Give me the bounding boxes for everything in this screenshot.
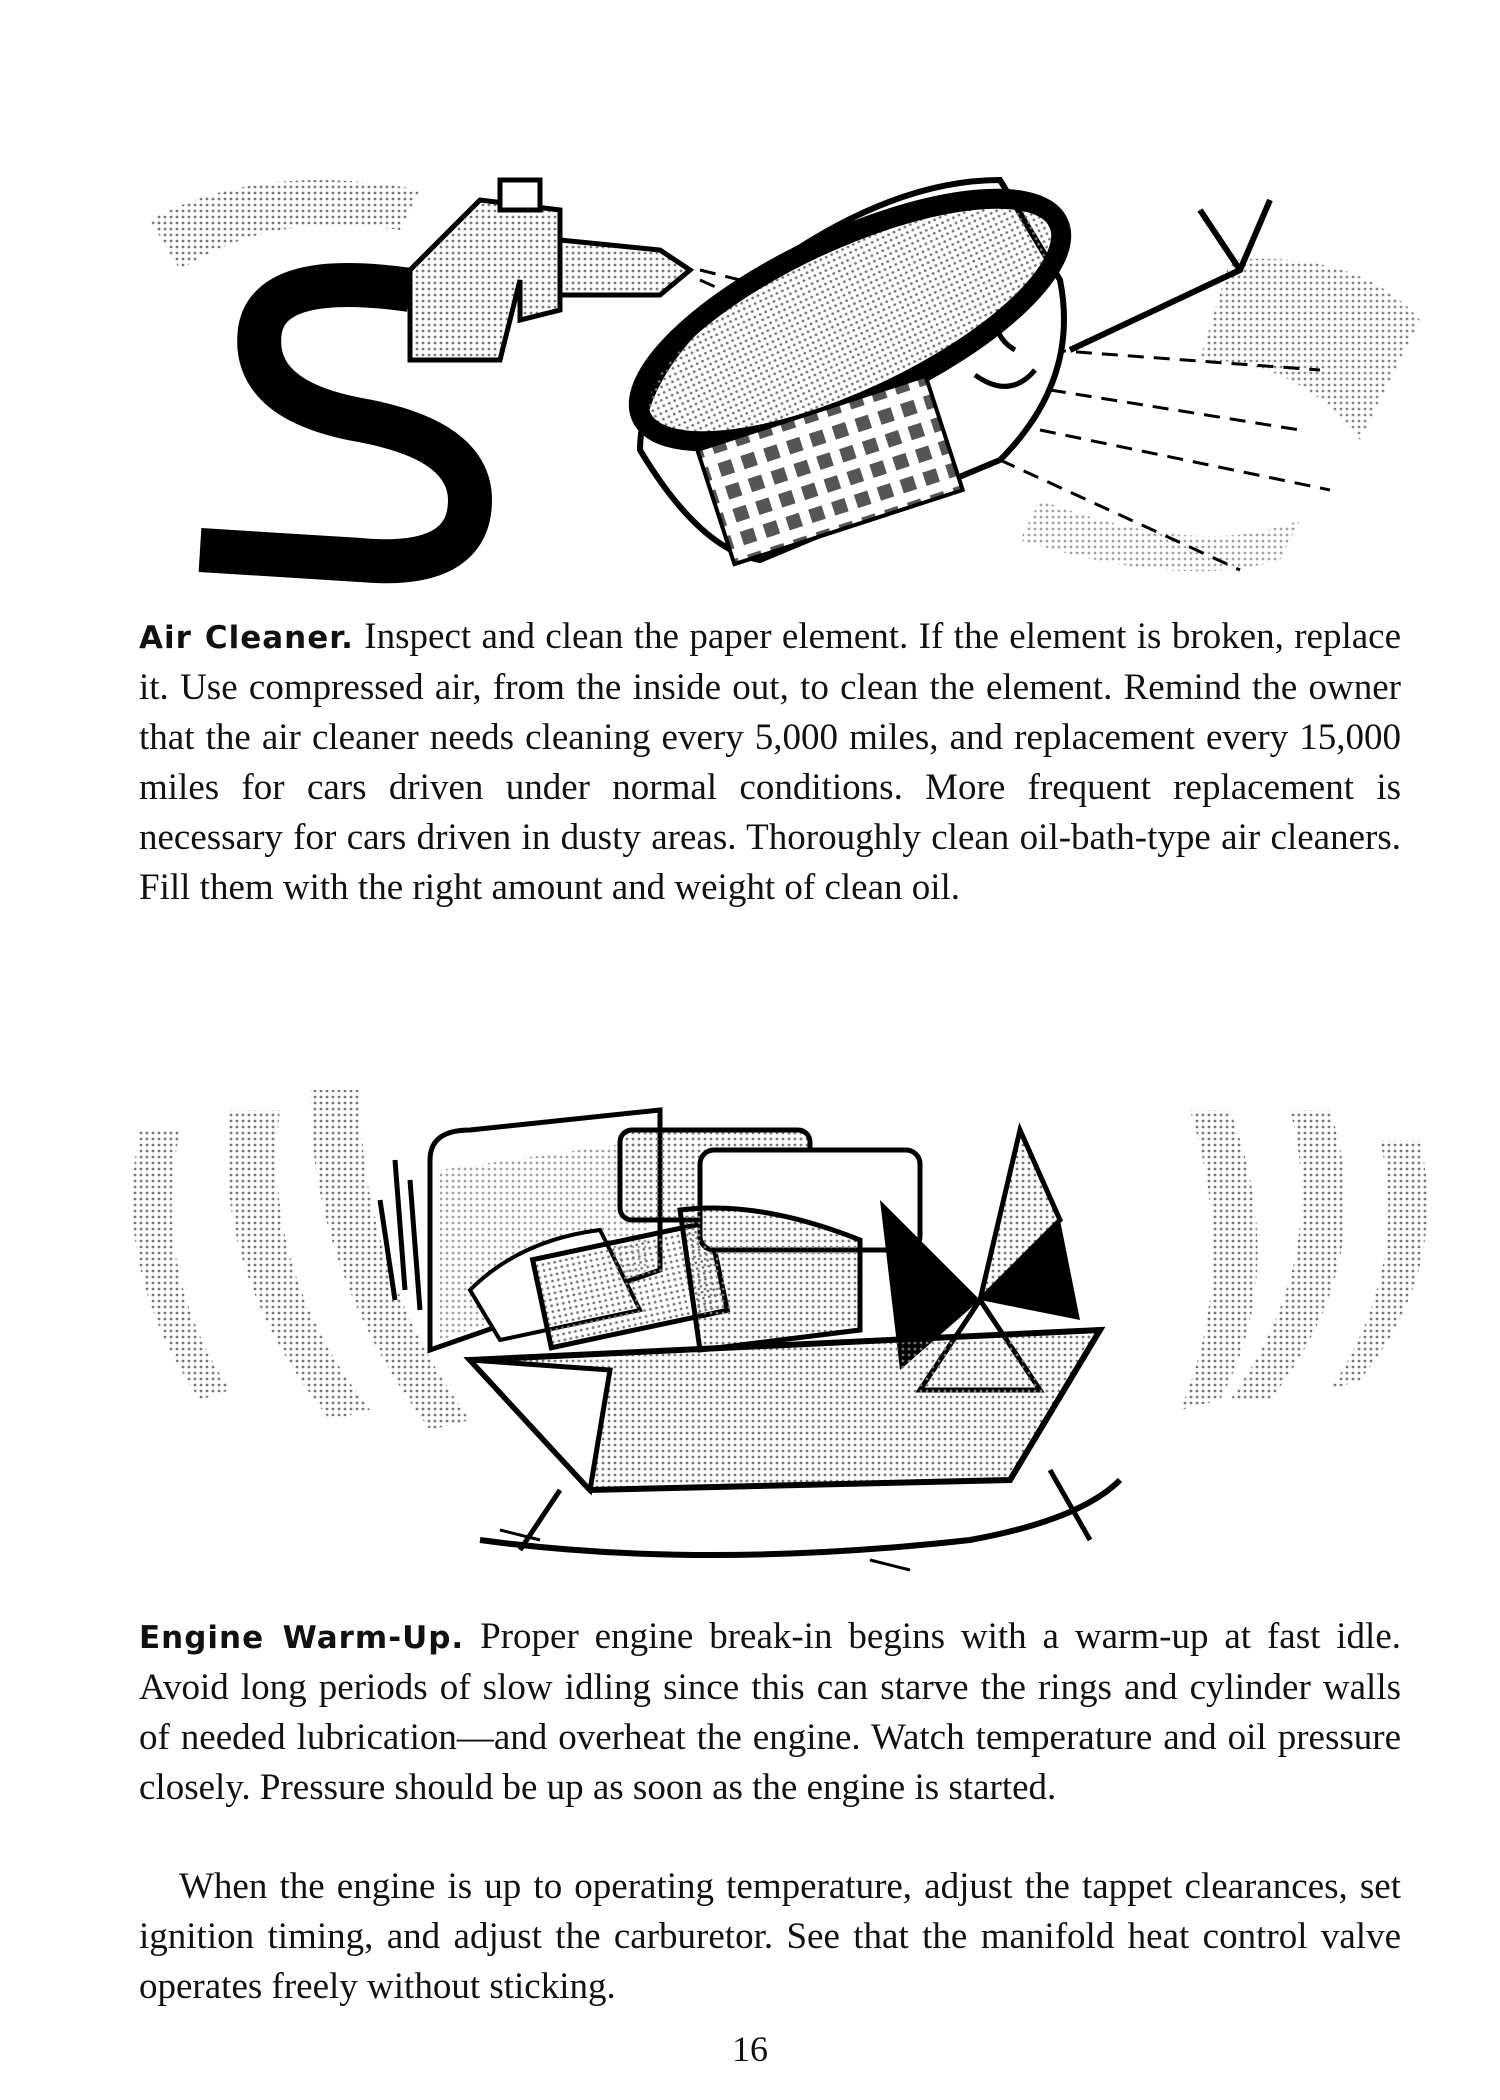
- air-cleaner-cartoon-icon: [0, 160, 1500, 590]
- engine-warmup-text: Proper engine break-in begins with a warm-up at fast idle. Avoid long periods of slow idling since this can starve the rings and cylinder walls of needed lubrication—and overheat the engine. Watch temperature and oil pressure closely. Pressure should be up as soon as the engine is started.: [139, 1616, 1402, 1808]
- page-number: 16: [732, 2029, 768, 2069]
- engine-warmup-paragraph: [139, 1612, 1401, 1813]
- air-cleaner-paragraph: [139, 612, 1401, 913]
- adjustment-paragraph: When the engine is up to operating temperature, adjust the tappet clearances, set ignition timing, and adjust the carburetor. See that the manifold heat control valve operates freely without sticking.: [139, 1866, 1401, 2007]
- engine-cradle-cartoon-icon: [0, 1070, 1500, 1580]
- engine-warmup-heading: Engine Warm-Up.: [139, 1620, 465, 1656]
- air-cleaner-text: Inspect and clean the paper element. If the element is broken, replace it. Use compressed air, from the inside out, to clean the element. Remind the owner that the air cleaner needs cleaning every 5,000 miles, and replacement every 15,000 miles for cars driven under normal conditions. More frequent replacement is necessary for cars driven in dusty areas. Thoroughly clean oil-bath-type air cleaners. Fill them with the right amount and weight of clean oil.: [139, 616, 1402, 908]
- air-cleaner-heading: Air Cleaner.: [139, 620, 354, 656]
